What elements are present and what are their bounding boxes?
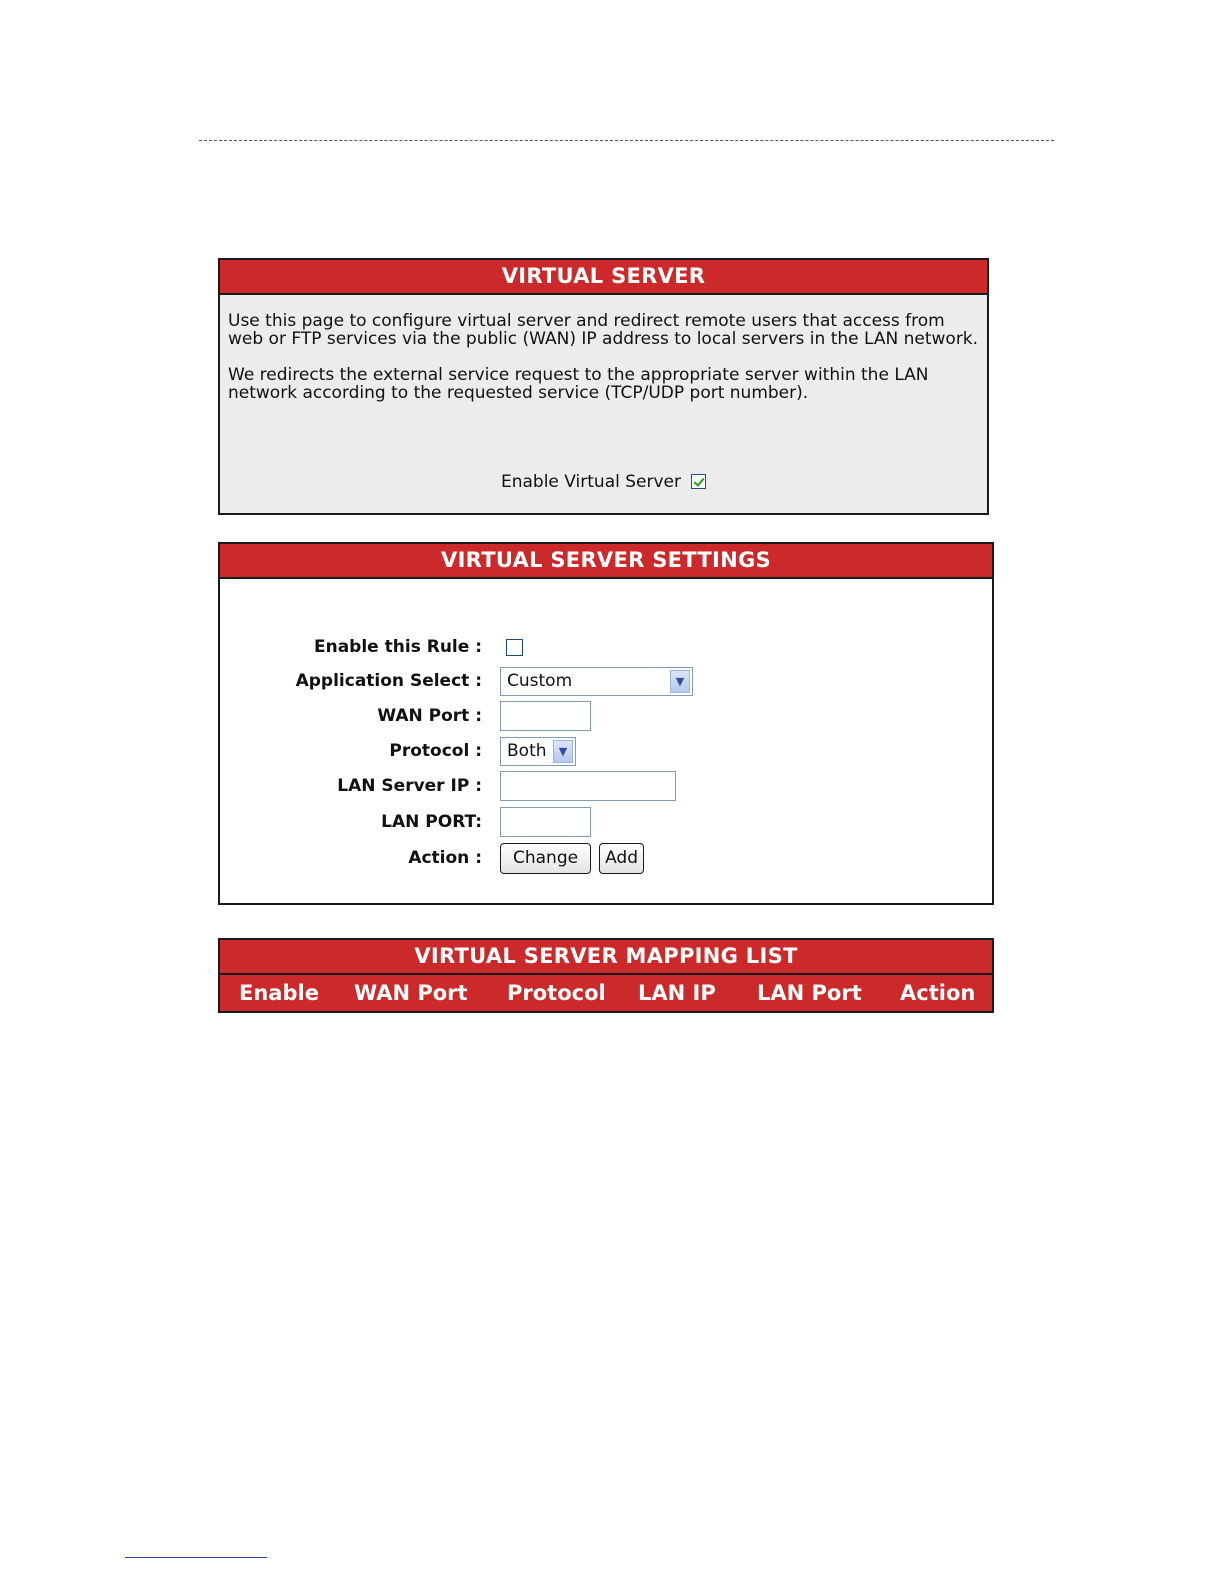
- virtual-server-panel: [218, 258, 989, 515]
- add-button[interactable]: Add: [599, 843, 644, 874]
- column-header-lan-port: LAN Port: [757, 981, 862, 1005]
- enable-virtual-server-label: Enable Virtual Server: [500, 472, 681, 492]
- lan-server-ip-row: [220, 770, 992, 802]
- column-header-protocol: Protocol: [507, 981, 606, 1005]
- column-header-enable: Enable: [239, 981, 319, 1005]
- column-header-lan-ip: LAN IP: [638, 981, 716, 1005]
- enable-rule-row: [220, 631, 992, 663]
- chevron-down-icon[interactable]: ▼: [670, 670, 690, 693]
- column-header-action: Action: [900, 981, 976, 1005]
- enable-rule-checkbox[interactable]: [506, 639, 523, 656]
- description-paragraph-1: Use this page to configure virtual server and redirect remote users that access from web or FTP services via the public (WAN) IP address to local servers in the LAN network.: [228, 311, 979, 349]
- column-header-wan-port: WAN Port: [354, 981, 468, 1005]
- mapping-list-title: VIRTUAL SERVER MAPPING LIST: [220, 940, 992, 975]
- protocol-label: Protocol :: [389, 741, 482, 761]
- virtual-server-settings-title: VIRTUAL SERVER SETTINGS: [220, 544, 992, 579]
- application-select-label: Application Select :: [295, 671, 482, 691]
- application-select-row: [220, 665, 992, 697]
- change-button[interactable]: Change: [500, 843, 591, 874]
- virtual-server-description: [220, 295, 987, 402]
- protocol-row: [220, 735, 992, 767]
- application-select-value: Custom: [507, 671, 573, 691]
- virtual-server-mapping-list-panel: [218, 938, 994, 1013]
- lan-port-row: [220, 806, 992, 838]
- lan-port-input[interactable]: [500, 807, 591, 837]
- wan-port-row: [220, 700, 992, 732]
- protocol-select[interactable]: [500, 737, 576, 766]
- lan-server-ip-input[interactable]: [500, 771, 676, 801]
- chevron-down-icon[interactable]: ▼: [553, 740, 573, 763]
- wan-port-input[interactable]: [500, 701, 591, 731]
- enable-virtual-server-row: [220, 472, 987, 492]
- footnote-rule: [125, 1557, 267, 1558]
- protocol-select-value: Both: [507, 741, 547, 761]
- lan-port-label: LAN PORT:: [381, 812, 482, 832]
- wan-port-label: WAN Port :: [377, 706, 482, 726]
- lan-server-ip-label: LAN Server IP :: [337, 776, 482, 796]
- top-divider: [199, 140, 1054, 141]
- action-label: Action :: [408, 848, 482, 868]
- mapping-list-header-row: [220, 975, 992, 1011]
- description-paragraph-2: We redirects the external service request to the appropriate server within the LAN network according to the requested service (TCP/UDP port number).: [228, 365, 929, 403]
- enable-virtual-server-checkbox[interactable]: [691, 474, 706, 489]
- virtual-server-settings-panel: [218, 542, 994, 905]
- application-select[interactable]: [500, 667, 693, 696]
- action-row: [220, 842, 992, 874]
- virtual-server-title: VIRTUAL SERVER: [220, 260, 987, 295]
- enable-rule-label: Enable this Rule :: [314, 637, 482, 657]
